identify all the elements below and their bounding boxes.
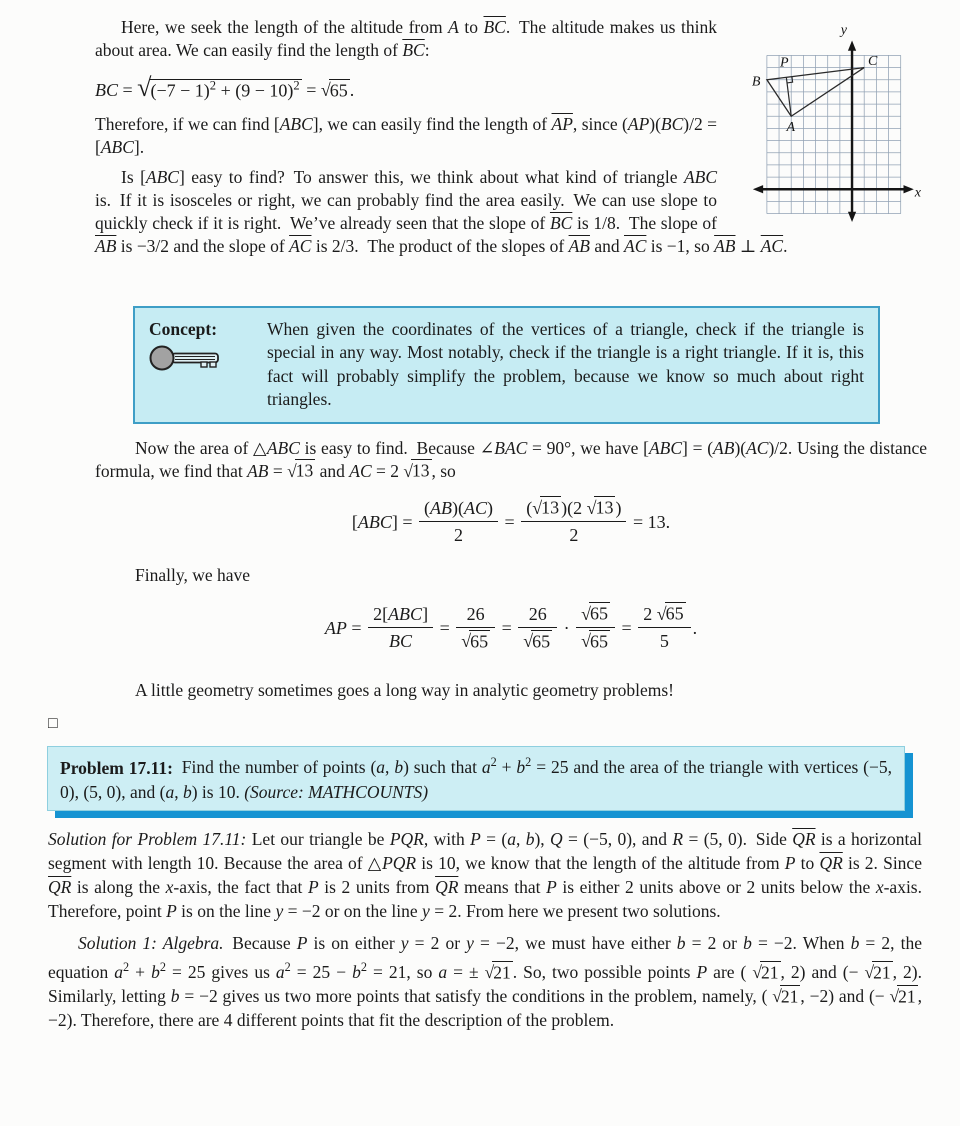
problem-statement: Find the number of points (a, b) such that $a^2 + b^2 = 25$ and the area of the triangle with vertices (−5, 0), (5, 0), and (a, b) is 10. (Source: MATHCOUNTS) — [60, 755, 892, 803]
paragraph-solution-1-algebra: Solution 1: Algebra. Because P is on either y = 2 or y = −2, we must have either b = 2 or b = −2. When b = 2, the equation $a^2 + b^2 = 25$ gives us $a^2 = 25 - b^2 = 21$, so a = ± √21 . So, two possible points P are ( √21 , 2) and (− √21 , 2). Similarly, letting b = −2 gives us two more points that satisfy the conditions in the problem, namely, ( √21 , −2) and (− √21 , −2). Therefore, there are 4 different points that fit the description of the problem. — [48, 933, 923, 1031]
equation-ap: AP = $\frac{\text{2[ABC]}}{BC}$ = $\frac{26}{√65}$ = $\frac{26}{√65}$ · $\frac{√65}{√65}$ = $\frac{2 √65}{5}$ . — [324, 603, 698, 652]
paragraph-solution-17-11: Solution for Problem 17.11: Let our triangle be PQR, with P = (a, b), Q = (−5, 0), and R = (5, 0). Side $\overline{QR}$ is a horizontal segment with length 10. Because the area of △PQR is 10, we know that the length of the altitude from P to $\overline{QR}$ is 2. Since $\overline{QR}$ is along the x-axis, the fact that P is 2 units from $\overline{QR}$ means that P is either 2 units above or 2 units below the x-axis. Therefore, point P is on the line y = −2 or on the line y = 2. From here we present two solutions. — [48, 829, 923, 922]
label-y: y — [840, 21, 848, 38]
x-axis-right-arrow — [904, 185, 914, 193]
concept-box — [133, 306, 880, 424]
paragraph-altitude-intro: Here, we seek the length of the altitude from A to $\overline{BC}$. The altitude makes us think about area. We can easily find the length of $\overline{BC}$: — [95, 17, 717, 60]
key-icon — [149, 343, 221, 379]
paragraph-is-abc-easy: Is [ABC] easy to find? To answer this, we think about what kind of triangle ABC is. If it is isosceles or right, we can probably find the area easily. We can use slope to quickly check if it is right. We’ve already seen that the slope of $\overline{BC}$ is 1/8. The slope of $\overline{AB}$ is −3/2 and the slope of $\overline{AC}$ is 2/3. The product of the slopes of $\overline{AB}$ and $\overline{AC}$ is −1, so $\overline{AB}$ ⊥ $\overline{AC}$. — [95, 166, 788, 256]
triangle-grid-figure — [749, 18, 927, 222]
x-axis-left-arrow — [753, 185, 763, 193]
paragraph-area-of-abc: Now the area of △ABC is easy to find. Because ∠BAC = 90°, we have [ABC] = (AB)(AC)/2. Using the distance formula, we find that AB = √13 and AC = 2 √13 , so — [95, 437, 928, 481]
equation-bc-length: BC = $√(-7 - 1)^2 + (9 - 10)^2 = √65$ . — [95, 73, 355, 102]
coordinate-diagram — [731, 18, 927, 222]
paragraph-finally: Finally, we have — [135, 564, 251, 585]
concept-text: When given the coordinates of the vertices of a triangle, check if the triangle is special in any way. Most notably, check if the triangle is a right triangle. If it is, this fact will probably simplify the problem, because we know so much about right triangles. — [267, 318, 864, 410]
top-text-section — [0, 0, 960, 258]
x-axis — [753, 185, 914, 193]
end-of-solution-marker: □ — [48, 714, 58, 732]
label-C: C — [867, 52, 878, 69]
y-axis-bottom-arrow — [848, 212, 856, 222]
concept-label: Concept: — [149, 318, 218, 339]
equation-area-abc: [ABC] = $\frac{(AB)(AC)}{2}$ = $\frac{(√13 )(2 √13 )}{2}$ = 13. — [351, 497, 671, 546]
label-x: x — [914, 184, 921, 201]
paragraph-therefore: Therefore, if we can find [ABC], we can easily find the length of $\overline{AP}$, since (AP)(BC)/2 = [ABC]. — [95, 113, 717, 157]
y-axis-top-arrow — [848, 40, 856, 50]
label-B: B — [751, 73, 761, 90]
paragraph-closing-remark: A little geometry sometimes goes a long way in analytic geometry problems! — [135, 679, 674, 700]
problem-label: Problem 17.11: — [60, 757, 173, 778]
problem-17-11-box — [47, 746, 905, 812]
label-P: P — [779, 54, 789, 71]
concept-label-column — [149, 318, 251, 412]
label-A: A — [786, 119, 796, 136]
